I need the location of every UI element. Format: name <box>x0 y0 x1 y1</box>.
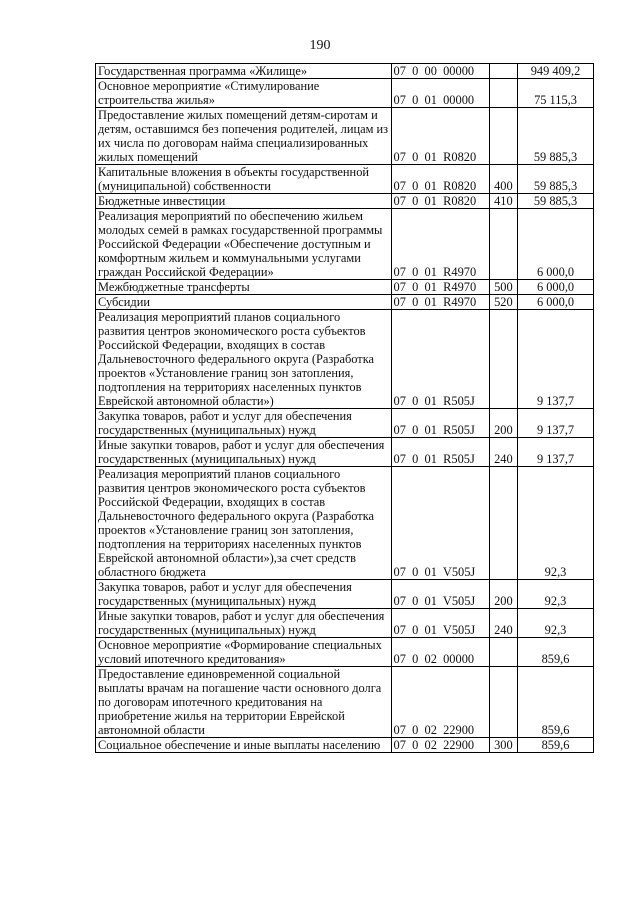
row-expense-type: 200 <box>489 409 517 438</box>
table-row <box>96 310 594 409</box>
row-target-code: 07 0 01 00000 <box>391 79 489 108</box>
table-row <box>96 209 594 280</box>
table-row <box>96 467 594 580</box>
row-description: Реализация мероприятий планов социального развития центров экономического роста субъектов Российской Федерации, входящих в состав Дальневосточного федерального округа (Разработка проектов «Установление границ зон затопления, подтопления на территориях населенных пунктов Еврейской автономной области»),за счет средств областного бюджета <box>96 467 392 580</box>
row-amount: 6 000,0 <box>518 280 594 295</box>
row-amount: 75 115,3 <box>518 79 594 108</box>
table-row <box>96 79 594 108</box>
row-target-code: 07 0 01 R505J <box>391 310 489 409</box>
row-expense-type <box>489 467 517 580</box>
row-amount: 949 409,2 <box>518 64 594 79</box>
row-expense-type <box>489 209 517 280</box>
table-row <box>96 64 594 79</box>
row-description: Бюджетные инвестиции <box>96 194 392 209</box>
row-description: Иные закупки товаров, работ и услуг для обеспечения государственных (муниципальных) нужд <box>96 609 392 638</box>
table-row <box>96 580 594 609</box>
table-row <box>96 194 594 209</box>
row-target-code: 07 0 02 22900 <box>391 738 489 753</box>
row-target-code: 07 0 01 V505J <box>391 609 489 638</box>
row-amount: 59 885,3 <box>518 194 594 209</box>
row-description: Реализация мероприятий планов социального развития центров экономического роста субъектов Российской Федерации, входящих в состав Дальневосточного федерального округа (Разработка проектов «Установление границ зон затопления, подтопления на территориях населенных пунктов Еврейской автономной области») <box>96 310 392 409</box>
table-row <box>96 280 594 295</box>
row-target-code: 07 0 01 R505J <box>391 409 489 438</box>
table-row <box>96 638 594 667</box>
row-expense-type: 500 <box>489 280 517 295</box>
row-description: Межбюджетные трансферты <box>96 280 392 295</box>
row-expense-type <box>489 667 517 738</box>
row-target-code: 07 0 01 R0820 <box>391 194 489 209</box>
row-amount: 859,6 <box>518 667 594 738</box>
table-row <box>96 609 594 638</box>
row-expense-type <box>489 79 517 108</box>
row-target-code: 07 0 01 R4970 <box>391 280 489 295</box>
row-expense-type: 200 <box>489 580 517 609</box>
row-amount: 59 885,3 <box>518 165 594 194</box>
row-target-code: 07 0 02 00000 <box>391 638 489 667</box>
row-amount: 92,3 <box>518 609 594 638</box>
row-description: Закупка товаров, работ и услуг для обеспечения государственных (муниципальных) нужд <box>96 580 392 609</box>
row-target-code: 07 0 02 22900 <box>391 667 489 738</box>
row-target-code: 07 0 01 R0820 <box>391 108 489 165</box>
row-target-code: 07 0 01 R505J <box>391 438 489 467</box>
table-row <box>96 438 594 467</box>
row-description: Государственная программа «Жилище» <box>96 64 392 79</box>
row-description: Реализация мероприятий по обеспечению жильем молодых семей в рамках государственной программы Российской Федерации «Обеспечение доступным и комфортным жильем и коммунальными услугами граждан Российской Федерации» <box>96 209 392 280</box>
row-target-code: 07 0 01 V505J <box>391 467 489 580</box>
row-expense-type <box>489 310 517 409</box>
row-amount: 9 137,7 <box>518 310 594 409</box>
row-description: Основное мероприятие «Формирование специальных условий ипотечного кредитования» <box>96 638 392 667</box>
table-row <box>96 108 594 165</box>
row-target-code: 07 0 01 R4970 <box>391 209 489 280</box>
row-description: Капитальные вложения в объекты государственной (муниципальной) собственности <box>96 165 392 194</box>
row-amount: 859,6 <box>518 738 594 753</box>
table-row <box>96 165 594 194</box>
row-description: Основное мероприятие «Стимулирование строительства жилья» <box>96 79 392 108</box>
row-expense-type <box>489 638 517 667</box>
row-target-code: 07 0 01 R0820 <box>391 165 489 194</box>
row-description: Иные закупки товаров, работ и услуг для обеспечения государственных (муниципальных) нужд <box>96 438 392 467</box>
row-expense-type: 240 <box>489 438 517 467</box>
row-description: Закупка товаров, работ и услуг для обеспечения государственных (муниципальных) нужд <box>96 409 392 438</box>
budget-table <box>95 63 594 753</box>
table-row <box>96 738 594 753</box>
row-expense-type: 300 <box>489 738 517 753</box>
row-description: Социальное обеспечение и иные выплаты населению <box>96 738 392 753</box>
table-row <box>96 667 594 738</box>
row-expense-type: 240 <box>489 609 517 638</box>
row-description: Субсидии <box>96 295 392 310</box>
row-amount: 9 137,7 <box>518 438 594 467</box>
row-amount: 6 000,0 <box>518 295 594 310</box>
page-number: 190 <box>309 38 331 53</box>
row-expense-type: 410 <box>489 194 517 209</box>
row-amount: 59 885,3 <box>518 108 594 165</box>
row-target-code: 07 0 01 R4970 <box>391 295 489 310</box>
table-row <box>96 409 594 438</box>
row-amount: 92,3 <box>518 467 594 580</box>
row-description: Предоставление жилых помещений детям-сиротам и детям, оставшимся без попечения родителей, лицам из их числа по договорам найма специализированных жилых помещений <box>96 108 392 165</box>
row-expense-type: 520 <box>489 295 517 310</box>
row-expense-type: 400 <box>489 165 517 194</box>
row-expense-type <box>489 108 517 165</box>
row-amount: 92,3 <box>518 580 594 609</box>
table-row <box>96 295 594 310</box>
row-amount: 6 000,0 <box>518 209 594 280</box>
row-amount: 859,6 <box>518 638 594 667</box>
row-description: Предоставление единовременной социальной выплаты врачам на погашение части основного долга по договорам ипотечного кредитования на приобретение жилья на территории Еврейской автономной области <box>96 667 392 738</box>
row-expense-type <box>489 64 517 79</box>
row-target-code: 07 0 00 00000 <box>391 64 489 79</box>
row-amount: 9 137,7 <box>518 409 594 438</box>
row-target-code: 07 0 01 V505J <box>391 580 489 609</box>
